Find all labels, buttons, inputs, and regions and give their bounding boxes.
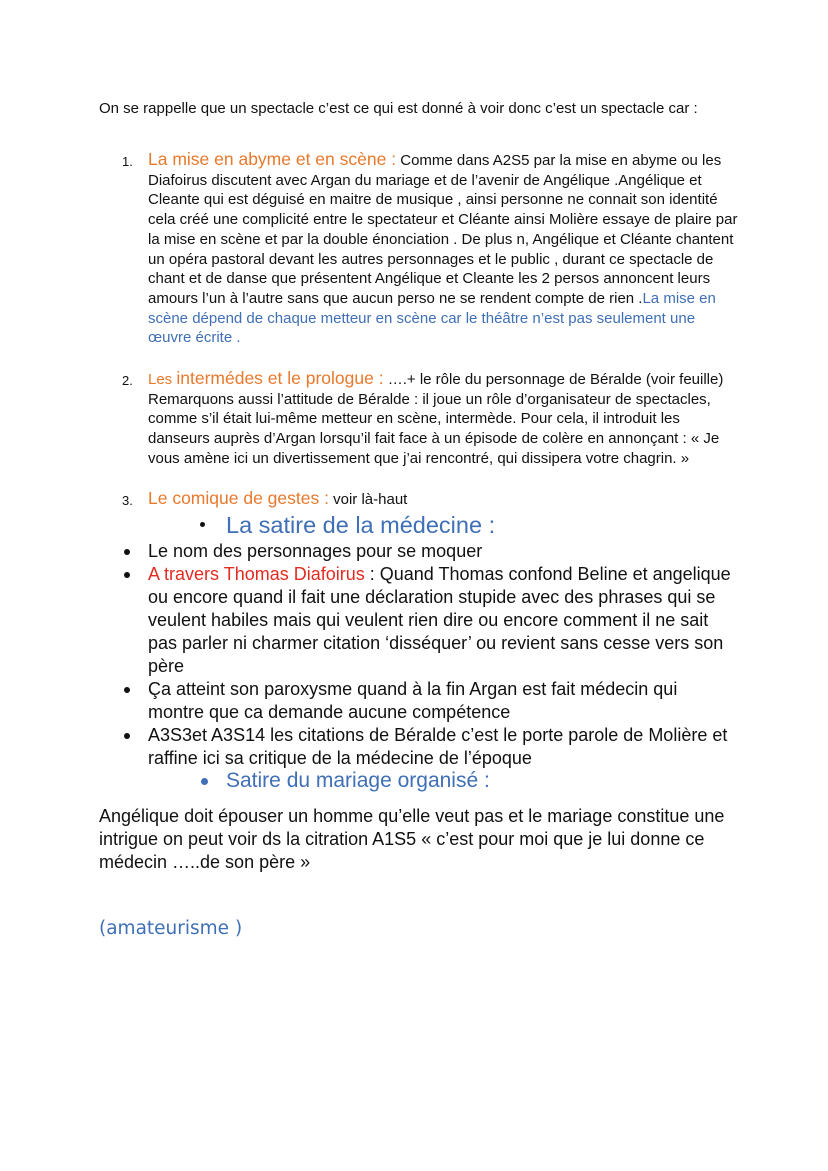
bullet-icon — [124, 572, 130, 578]
bullet-icon — [124, 549, 130, 555]
numbered-item-2 — [122, 368, 738, 469]
numbered-item-1 — [122, 149, 738, 348]
bullet-item-1 — [148, 540, 738, 563]
item-2-title-prefix: Les — [148, 371, 177, 388]
bullet-2-text: : Quand Thomas confond Beline et angelique ou encore quand il fait une déclaration stupide avec des phrases qui se veulent habiles mais qui veulent rien dire ou encore comment il ne sait pas parler ni charmer citation ‘disséquer’ ou revient sans cesse vers son père — [148, 564, 731, 676]
item-1-title: La mise en abyme et en scène : — [148, 149, 397, 169]
bullet-icon — [124, 733, 130, 739]
item-3-marker: 3. — [122, 493, 133, 508]
item-2-body: ….+ le rôle du personnage de Béralde (voir feuille) Remarquons aussi l’attitude de Béralde : il joue un rôle d’organisateur de spectacles, comme s’il était lui-même metteur en scène, intermède. Pour cela, il introduit les danseurs auprès d’Argan lorsqu’il fait face à un épisode de colère en annonçant : « Je vous amène ici un divertissement que j’ai rencontré, qui dissipera votre chagrin. » — [148, 371, 724, 467]
bullet-4-text: A3S3et A3S14 les citations de Béralde c’est le porte parole de Molière et raffine ici sa critique de la médecine de l’époque — [148, 725, 728, 768]
bullet-item-4 — [148, 724, 738, 770]
footer-note: (amateurisme ) — [99, 918, 243, 939]
bullet-item-2 — [148, 563, 738, 678]
item-3-title: Le comique de gestes : — [148, 488, 329, 508]
section-heading-mariage: Satire du mariage organisé : — [226, 769, 490, 792]
bullet-1-text: Le nom des personnages pour se moquer — [148, 541, 483, 561]
bullet-3-text: Ça atteint son paroxysme quand à la fin Argan est fait médecin qui montre que ca demande aucune compétence — [148, 679, 678, 722]
numbered-item-3 — [122, 488, 738, 510]
item-3-body: voir là-haut — [328, 491, 408, 508]
bullet-2-lead: A travers Thomas Diafoirus — [148, 564, 365, 584]
item-1-marker: 1. — [122, 154, 133, 169]
paragraph-mariage: Angélique doit épouser un homme qu’elle veut pas et le mariage constitue une intrigue on peut voir ds la citration A1S5 « c’est pour moi que je lui donne ce médecin …..de son père » — [99, 806, 725, 872]
bullet-icon — [124, 687, 130, 693]
section-heading-medecine: La satire de la médecine : — [226, 512, 496, 538]
intro-text: On se rappelle que un spectacle c’est ce qui est donné à voir donc c’est un spectacle car : — [99, 100, 698, 117]
item-1-note: La mise en scène dépend de chaque metteur en scène car le théâtre n’est pas seulement une œuvre écrite . — [148, 289, 716, 347]
item-2-marker: 2. — [122, 373, 133, 388]
item-1-body: Comme dans A2S5 par la mise en abyme ou les Diafoirus discutent avec Argan du mariage et de l’avenir de Angélique .Angélique et Cleante qui est déguisé en maitre de musique , ainsi personne ne connait son identité cela créé une complicité entre le spectateur et Cléante ainsi Molière essaye de plaire par la mise en scène et par la double énonciation . De plus n, Angélique et Cléante chantent un opéra pastoral devant les autres personnages et le public , durant ce spectacle de chant et de danse que présentent Angélique et Cleante les 2 persos annoncent leurs amours l’un à l’autre sans que aucun perso ne se rendent compte de rien . — [148, 152, 738, 307]
bullet-item-3 — [148, 678, 738, 724]
item-2-title: intermédes et le prologue : — [176, 368, 384, 388]
heading-bullet-icon — [201, 778, 208, 785]
heading-bullet-icon — [200, 522, 205, 527]
